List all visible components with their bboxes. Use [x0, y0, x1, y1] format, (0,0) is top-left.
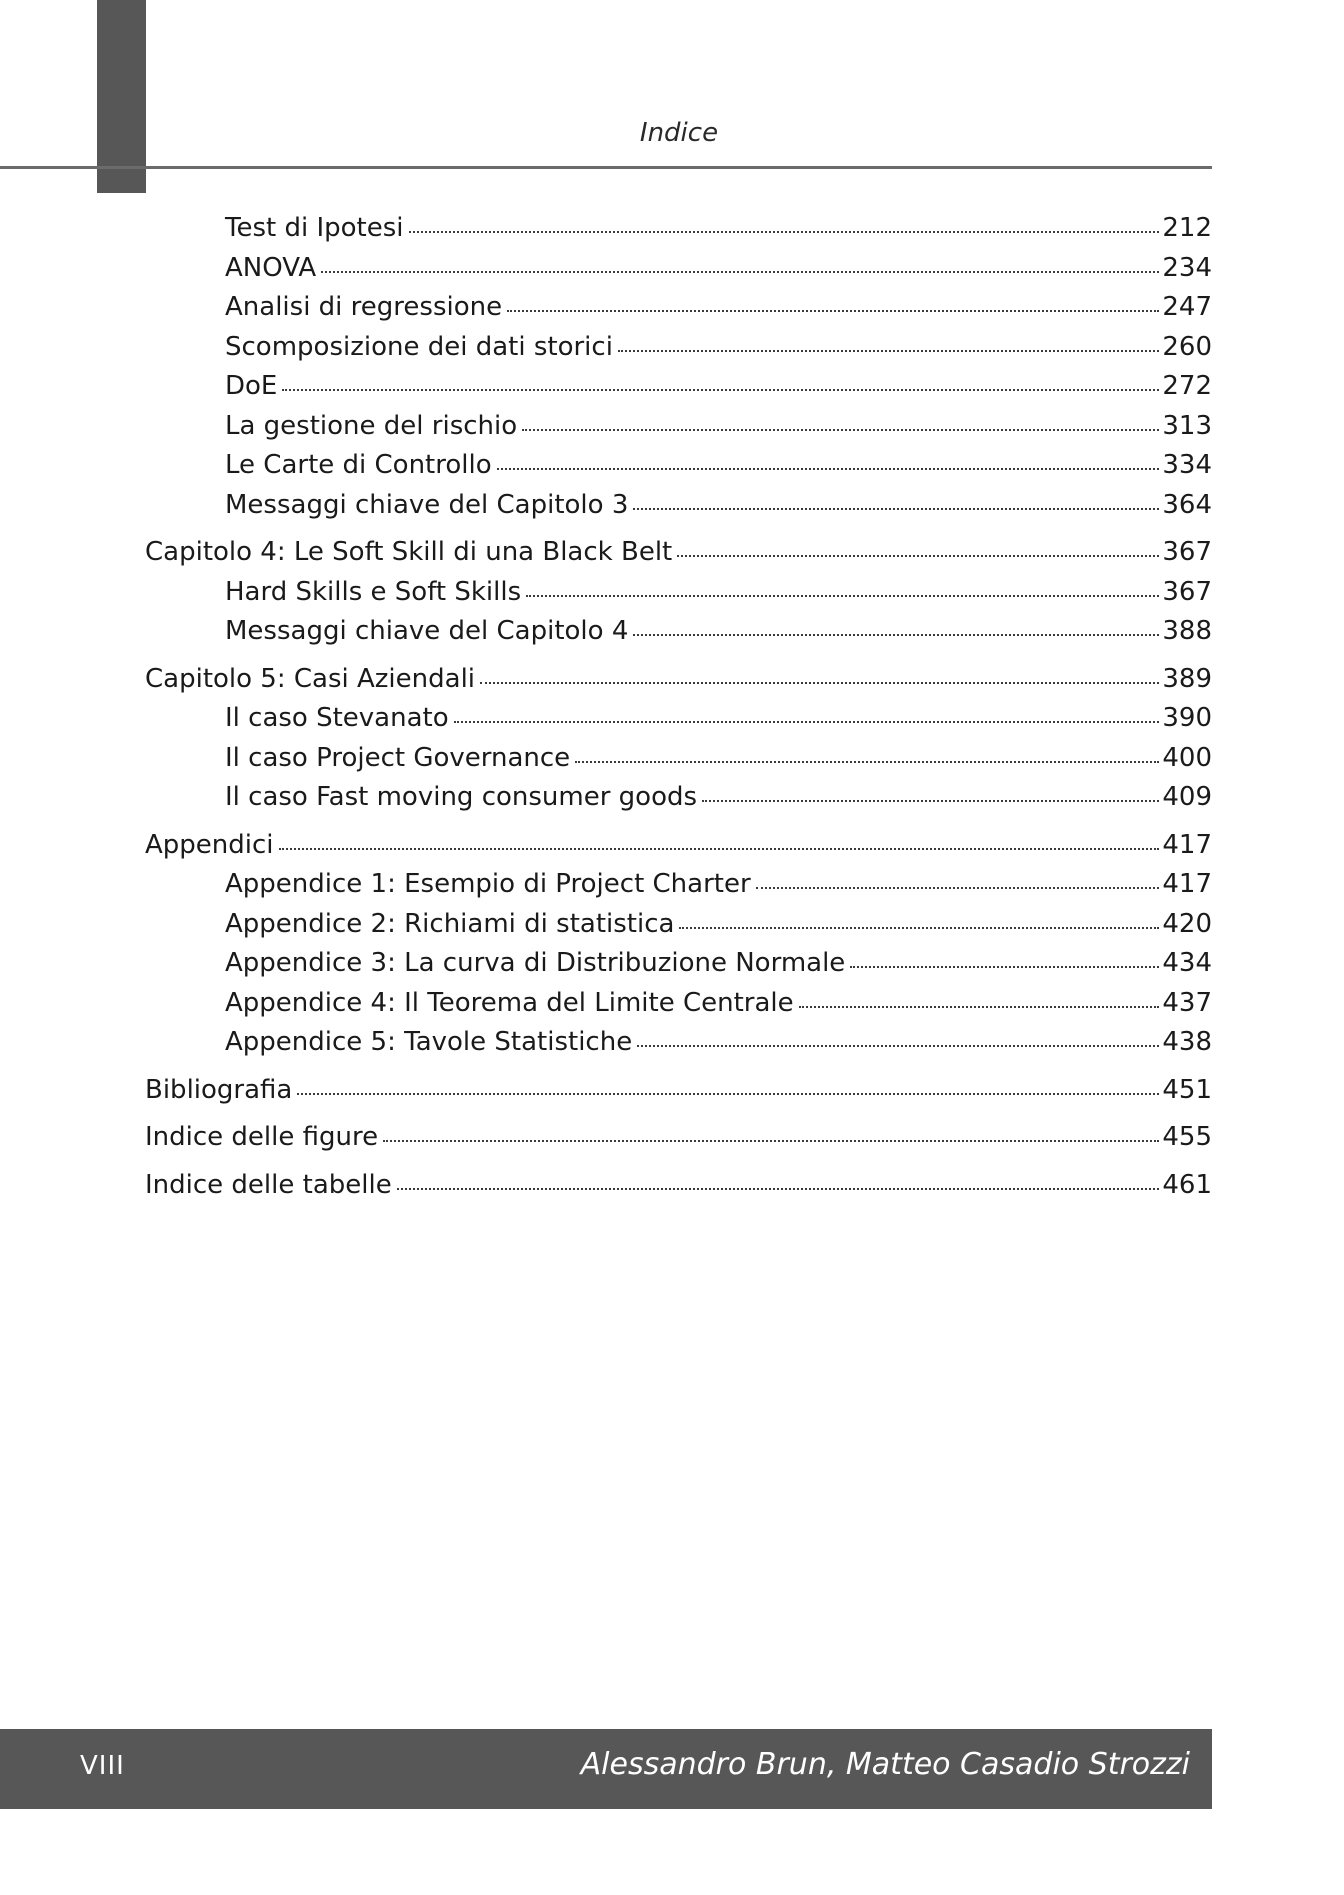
toc-dot-leader — [454, 715, 1160, 723]
toc-entry-title: ANOVA — [225, 252, 317, 283]
toc-entry-page: 437 — [1162, 987, 1212, 1018]
toc-section-entry — [0, 288, 1212, 328]
toc-entry-page: 364 — [1162, 489, 1212, 520]
toc-entry-page: 247 — [1162, 292, 1212, 322]
toc-entry-title: Messaggi chiave del Capitolo 4 — [225, 616, 629, 646]
toc-section-entry — [0, 778, 1212, 818]
toc-dot-leader — [383, 1134, 1159, 1142]
toc-entry-page: 409 — [1162, 782, 1212, 812]
toc-entry-page: 417 — [1162, 829, 1212, 860]
toc-section-entry — [0, 905, 1212, 945]
toc-entry-title: Bibliografia — [145, 1074, 293, 1105]
toc-dot-leader — [409, 225, 1160, 233]
toc-entry-title: Appendice 3: La curva di Distribuzione Normale — [225, 948, 846, 978]
toc-chapter-entry — [0, 1071, 1212, 1111]
toc-entry-title: Il caso Project Governance — [225, 742, 571, 773]
toc-entry-title: Appendice 1: Esempio di Project Charter — [225, 869, 751, 899]
toc-entry-title: Indice delle figure — [145, 1122, 379, 1152]
toc-entry-title: DoE — [225, 371, 278, 401]
toc-section-entry — [0, 367, 1212, 407]
toc-dot-leader — [677, 549, 1159, 557]
toc-dot-leader — [575, 755, 1159, 763]
toc-dot-leader — [756, 881, 1160, 889]
toc-section-entry — [0, 739, 1212, 779]
toc-section-entry — [0, 984, 1212, 1024]
toc-entry-page: 438 — [1162, 1027, 1212, 1057]
toc-dot-leader — [522, 423, 1159, 431]
toc-entry-title: Analisi di regressione — [225, 292, 503, 322]
footer-bar — [0, 1729, 1212, 1809]
toc-dot-leader — [637, 1039, 1159, 1047]
toc-dot-leader — [282, 383, 1159, 391]
toc-chapter-entry — [0, 533, 1212, 573]
toc-dot-leader — [397, 1182, 1160, 1190]
toc-entry-title: Appendice 4: Il Teorema del Limite Centrale — [225, 987, 794, 1018]
toc-dot-leader — [507, 304, 1159, 312]
toc-dot-leader — [526, 589, 1159, 597]
toc-dot-leader — [799, 1000, 1160, 1008]
toc-dot-leader — [480, 676, 1159, 684]
toc-entry-page: 313 — [1162, 410, 1212, 441]
toc-section-entry — [0, 944, 1212, 984]
toc-section-entry — [0, 865, 1212, 905]
toc-entry-page: 234 — [1162, 252, 1212, 283]
toc-entry-title: Le Carte di Controllo — [225, 450, 492, 480]
toc-entry-page: 451 — [1162, 1074, 1212, 1105]
toc-dot-leader — [497, 462, 1160, 470]
toc-entry-page: 367 — [1162, 537, 1212, 567]
toc-entry-page: 420 — [1162, 908, 1212, 939]
toc-dot-leader — [633, 502, 1159, 510]
running-header-title: Indice — [639, 118, 719, 148]
toc-entry-page: 434 — [1162, 948, 1212, 978]
toc-entry-page: 400 — [1162, 742, 1212, 773]
toc-entry-title: La gestione del rischio — [225, 410, 518, 441]
toc-entry-title: Il caso Stevanato — [225, 703, 449, 733]
toc-chapter-entry — [0, 1118, 1212, 1158]
header-tab-bar — [97, 0, 146, 193]
toc-entry-page: 417 — [1162, 869, 1212, 899]
header-divider — [0, 166, 1212, 169]
toc-section-entry — [0, 328, 1212, 368]
toc-entry-page: 388 — [1162, 616, 1212, 646]
toc-dot-leader — [279, 842, 1160, 850]
toc-entry-page: 272 — [1162, 371, 1212, 401]
toc-dot-leader — [321, 265, 1159, 273]
toc-entry-page: 461 — [1162, 1169, 1212, 1200]
toc-section-entry — [0, 249, 1212, 289]
toc-entry-page: 334 — [1162, 450, 1212, 480]
toc-entry-title: Appendice 2: Richiami di statistica — [225, 908, 675, 939]
toc-chapter-entry — [0, 826, 1212, 866]
toc-entry-title: Appendici — [145, 829, 274, 860]
toc-dot-leader — [850, 960, 1159, 968]
toc-section-entry — [0, 573, 1212, 613]
toc-entry-title: Il caso Fast moving consumer goods — [225, 782, 698, 812]
toc-section-entry — [0, 446, 1212, 486]
toc-entry-title: Hard Skills e Soft Skills — [225, 576, 522, 607]
toc-dot-leader — [679, 921, 1159, 929]
toc-entry-title: Capitolo 5: Casi Aziendali — [145, 663, 476, 694]
toc-section-entry — [0, 486, 1212, 526]
toc-section-entry — [0, 612, 1212, 652]
toc-entry-page: 212 — [1162, 213, 1212, 243]
toc-entry-page: 260 — [1162, 331, 1212, 362]
table-of-contents — [0, 209, 1212, 1205]
toc-entry-title: Indice delle tabelle — [145, 1169, 392, 1200]
toc-section-entry — [0, 407, 1212, 447]
toc-chapter-entry — [0, 660, 1212, 700]
toc-entry-page: 390 — [1162, 703, 1212, 733]
toc-entry-page: 389 — [1162, 663, 1212, 694]
toc-entry-title: Appendice 5: Tavole Statistiche — [225, 1027, 633, 1057]
toc-entry-page: 367 — [1162, 576, 1212, 607]
toc-dot-leader — [618, 344, 1159, 352]
toc-section-entry — [0, 209, 1212, 249]
footer-authors: Alessandro Brun, Matteo Casadio Strozzi — [580, 1747, 1190, 1782]
toc-chapter-entry — [0, 1166, 1212, 1206]
toc-dot-leader — [633, 628, 1159, 636]
toc-dot-leader — [297, 1087, 1159, 1095]
footer-page-number: VIII — [80, 1751, 125, 1781]
toc-section-entry — [0, 1023, 1212, 1063]
toc-entry-title: Scomposizione dei dati storici — [225, 331, 613, 362]
toc-entry-title: Capitolo 4: Le Soft Skill di una Black Belt — [145, 537, 673, 567]
toc-entry-title: Test di Ipotesi — [225, 213, 404, 243]
toc-section-entry — [0, 699, 1212, 739]
toc-dot-leader — [702, 794, 1159, 802]
toc-entry-title: Messaggi chiave del Capitolo 3 — [225, 489, 629, 520]
toc-entry-page: 455 — [1162, 1122, 1212, 1152]
